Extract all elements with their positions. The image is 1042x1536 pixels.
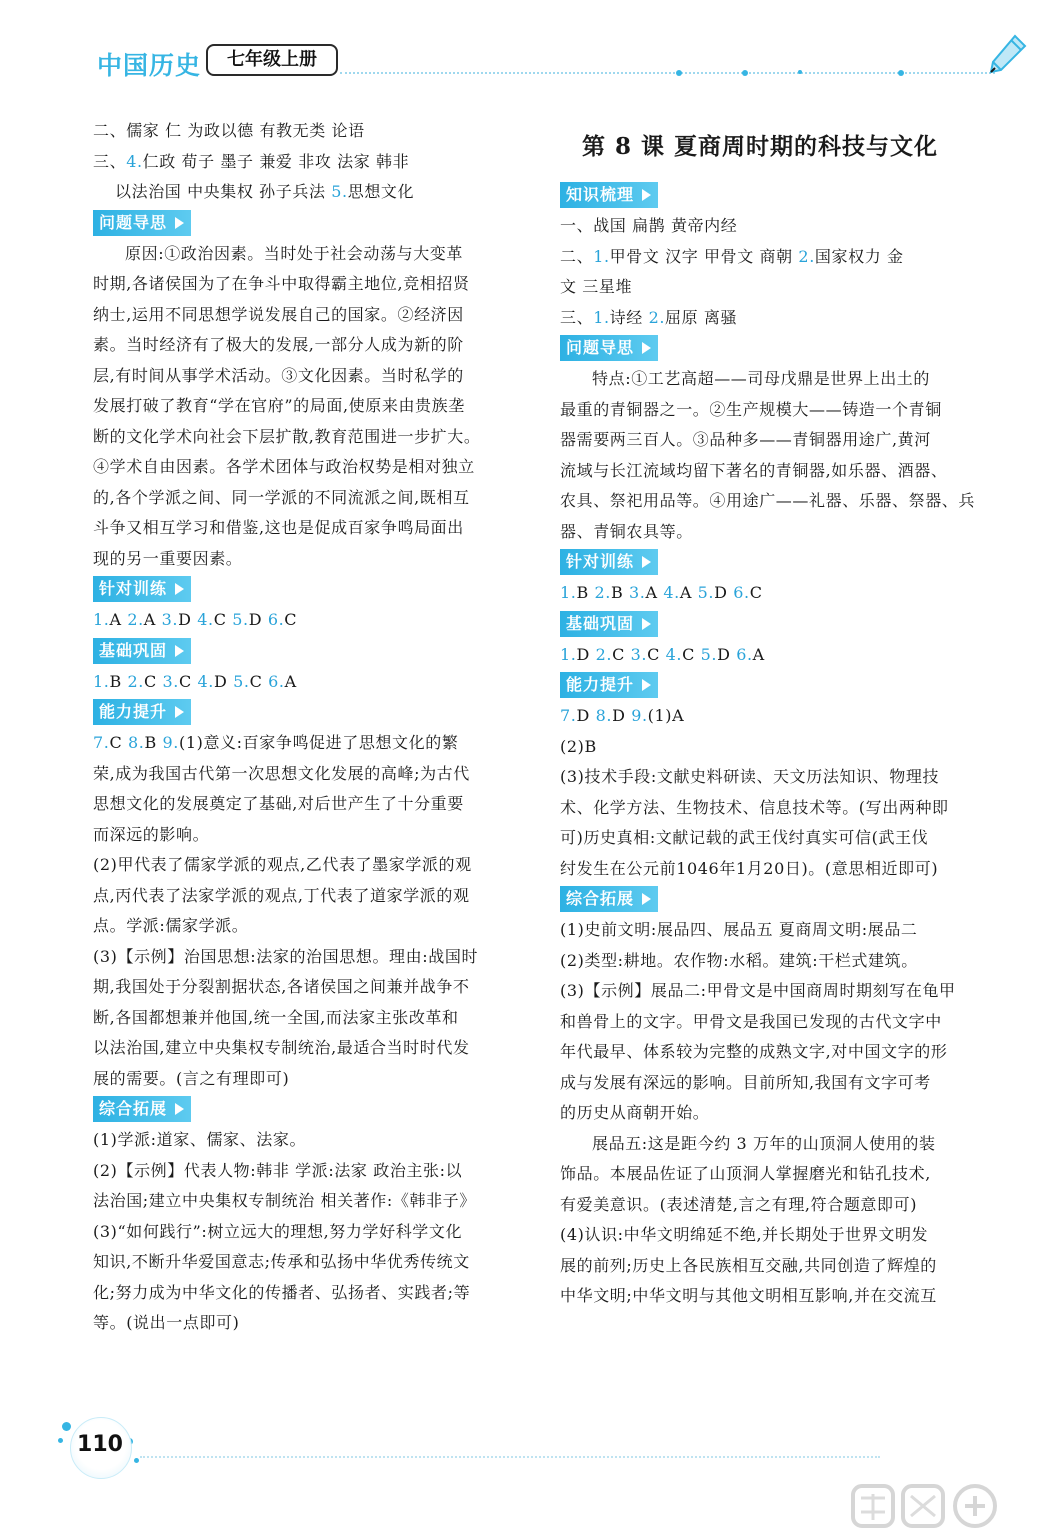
text-line: 荣,成为我国古代第一次思想文化发展的高峰;为古代	[93, 763, 470, 783]
text-line: 术、化学方法、生物技术、信息技术等。(写出两种即	[560, 797, 949, 817]
header-dot	[742, 70, 748, 76]
header-dot	[676, 70, 682, 76]
text-line: (3)【示例】治国思想:法家的治国思想。理由:战国时	[93, 946, 479, 966]
text-line: 展品五:这是距今约 3 万年的山顶洞人使用的装	[592, 1133, 936, 1153]
section-tag-nengli: 能力提升	[560, 672, 658, 698]
answer-line: 二、1.甲骨文 汉字 甲骨文 商朝 2.国家权力 金	[560, 246, 904, 266]
section-tag-jichu: 基础巩固	[560, 611, 658, 637]
page-header	[0, 0, 1042, 96]
text-line: 法治国;建立中央集权专制统治 相关著作:《韩非子》	[93, 1191, 476, 1210]
lesson-title: 第 8 课 夏商周时期的科技与文化	[582, 133, 939, 160]
text-line: 点。学派:儒家学派。	[93, 916, 249, 935]
text-line: 纣发生在公元前1046年1月20日)。(意思相近即可)	[560, 858, 939, 878]
answer-line: 1.B 2.B 3.A 4.A 5.D 6.C	[560, 583, 763, 602]
text-line: 有爱美意识。(表述清楚,言之有理,符合题意即可)	[560, 1194, 918, 1214]
text-line: 时期,各诸侯国为了在争斗中取得霸主地位,竞相招贤	[93, 274, 470, 293]
page-footer	[0, 1380, 1042, 1536]
header-dot	[898, 70, 904, 76]
text-line: 和兽骨上的文字。甲骨文是我国已发现的古代文字中	[560, 1011, 942, 1031]
section-tag-jichu: 基础巩固	[93, 638, 191, 664]
footer-dot	[58, 1438, 63, 1443]
text-line: (2)甲代表了儒家学派的观点,乙代表了墨家学派的观	[93, 855, 472, 874]
text-line: 点,丙代表了法家学派的观点,丁代表了道家学派的观	[93, 885, 470, 905]
pencil-icon	[985, 32, 1029, 76]
text-line: 展的需要。(言之有理即可)	[93, 1068, 290, 1088]
text-line: (1)学派:道家、儒家、法家。	[93, 1130, 307, 1149]
text-line: (2)B	[560, 736, 597, 756]
grade-badge: 七年级上册	[206, 44, 338, 76]
text-line: 现的另一重要因素。	[93, 548, 243, 568]
answer-line: 文 三星堆	[560, 277, 633, 296]
footer-dot	[134, 1458, 139, 1463]
footer-dot	[62, 1422, 71, 1431]
text-line: 展的前列;历史上各民族相互交融,共同创造了辉煌的	[560, 1255, 937, 1275]
text-line: 以法治国,建立中央集权专制统治,最适合当时时代发	[93, 1038, 470, 1057]
footer-divider	[140, 1456, 880, 1458]
answer-line: 1.A 2.A 3.D 4.C 5.D 6.C	[93, 610, 298, 629]
answer-line: 三、1.诗经 2.屈原 离骚	[560, 307, 738, 327]
text-line: (1)史前文明:展品四、展品五 夏商周文明:展品二	[560, 920, 918, 939]
text-line: 流域与长江流域均留下著名的青铜器,如乐器、酒器、	[560, 460, 948, 480]
subject-title: 中国历史	[97, 51, 202, 80]
text-line: 的历史从商朝开始。	[560, 1103, 710, 1122]
text-line: 断,各国都想兼并他国,统一全国,而法家主张改革和	[93, 1007, 459, 1027]
text-line: 知识,不断升华爱国意志;传承和弘扬中华优秀传统文	[93, 1252, 470, 1271]
text-line: 7.C 8.B 9.(1)意义:百家争鸣促进了思想文化的繁	[93, 733, 459, 752]
text-line: ④学术自由因素。各学术团体与政治权势是相对独立	[93, 457, 475, 476]
answer-line: 1.D 2.C 3.C 4.C 5.D 6.A	[560, 644, 765, 664]
text-line: 的,各个学派之间、同一学派的不同流派之间,既相互	[93, 487, 470, 507]
text-line: 期,我国处于分裂割据状态,各诸侯国之间兼并战争不	[93, 977, 470, 996]
text-line: 纳士,运用不同思想学说发展自己的国家。②经济因	[93, 304, 464, 324]
answer-line: 以法治国 中央集权 孙子兵法 5.思想文化	[115, 182, 415, 201]
text-line: 器需要两三百人。③品种多——青铜器用途广,黄河	[560, 430, 931, 449]
right-column	[560, 116, 990, 1312]
text-line: (2)【示例】代表人物:韩非 学派:法家 政治主张:以	[93, 1160, 463, 1180]
text-line: 发展打破了教育“学在官府”的局面,使原来由贵族垄	[93, 396, 465, 415]
text-line: 特点:①工艺高超——司母戊鼎是世界上出土的	[592, 369, 930, 388]
text-line: 层,有时间从事学术活动。③文化因素。当时私学的	[93, 365, 464, 385]
text-line: (3)技术手段:文献史料研读、天文历法知识、物理技	[560, 767, 940, 786]
watermark-logo-icon	[845, 1480, 1035, 1534]
header-divider	[340, 72, 995, 74]
section-tag-zhishi: 知识梳理	[560, 182, 658, 208]
text-line: 素。当时经济有了极大的发展,一部分人成为新的阶	[93, 335, 464, 354]
section-tag-zhendui: 针对训练	[560, 549, 658, 575]
text-line: (2)类型:耕地。农作物:水稻。建筑:干栏式建筑。	[560, 950, 918, 970]
section-tag-wenti: 问题导思	[93, 210, 191, 236]
left-column	[93, 116, 523, 1339]
text-line: (3)“如何践行”:树立远大的理想,努力学好科学文化	[93, 1221, 463, 1241]
answer-line: 1.B 2.C 3.C 4.D 5.C 6.A	[93, 671, 297, 691]
text-line: 可)历史真相:文献记载的武王伐纣真实可信(武王伐	[560, 828, 929, 847]
text-line: 等。(说出一点即可)	[93, 1313, 240, 1332]
text-line: 中华文明;中华文明与其他文明相互影响,并在交流互	[560, 1286, 937, 1305]
text-line: 最重的青铜器之一。②生产规模大——铸造一个青铜	[560, 399, 942, 419]
section-tag-zonghe: 综合拓展	[93, 1096, 191, 1122]
text-line: 年代最早、体系较为完整的成熟文字,对中国文字的形	[560, 1042, 948, 1061]
section-tag-zhendui: 针对训练	[93, 576, 191, 602]
text-line: 而深远的影响。	[93, 824, 210, 844]
answer-line: 二、儒家 仁 为政以德 有教无类 论语	[93, 121, 365, 140]
text-line: 器、青铜农具等。	[560, 521, 693, 541]
text-line: 思想文化的发展奠定了基础,对后世产生了十分重要	[93, 794, 464, 813]
text-line: 7.D 8.D 9.(1)A	[560, 706, 685, 725]
text-line: 断的文化学术向社会下层扩散,教育范围进一步扩大。	[93, 426, 481, 446]
section-tag-nengli: 能力提升	[93, 699, 191, 725]
page-number: 110	[77, 1432, 123, 1457]
text-line: 饰品。本展品佐证了山顶洞人掌握磨光和钻孔技术,	[560, 1164, 931, 1183]
answer-line: 一、战国 扁鹊 黄帝内经	[560, 216, 738, 235]
text-line: (3)【示例】展品二:甲骨文是中国商周时期刻写在龟甲	[560, 981, 956, 1000]
text-line: (4)认识:中华文明绵延不绝,并长期处于世界文明发	[560, 1225, 929, 1244]
text-line: 斗争又相互学习和借鉴,这也是促成百家争鸣局面出	[93, 518, 464, 537]
section-tag-wenti: 问题导思	[560, 335, 658, 361]
text-line: 农具、祭祀用品等。④用途广——礼器、乐器、祭器、兵	[560, 491, 976, 510]
text-line: 原因:①政治因素。当时处于社会动荡与大变革	[125, 243, 463, 263]
text-line: 成与发展有深远的影响。目前所知,我国有文字可考	[560, 1072, 931, 1092]
answer-line: 三、4.仁政 荀子 墨子 兼爱 非攻 法家 韩非	[93, 151, 410, 171]
header-dot	[798, 70, 802, 74]
section-tag-zonghe: 综合拓展	[560, 886, 658, 912]
text-line: 化;努力成为中华文化的传播者、弘扬者、实践者;等	[93, 1282, 471, 1302]
